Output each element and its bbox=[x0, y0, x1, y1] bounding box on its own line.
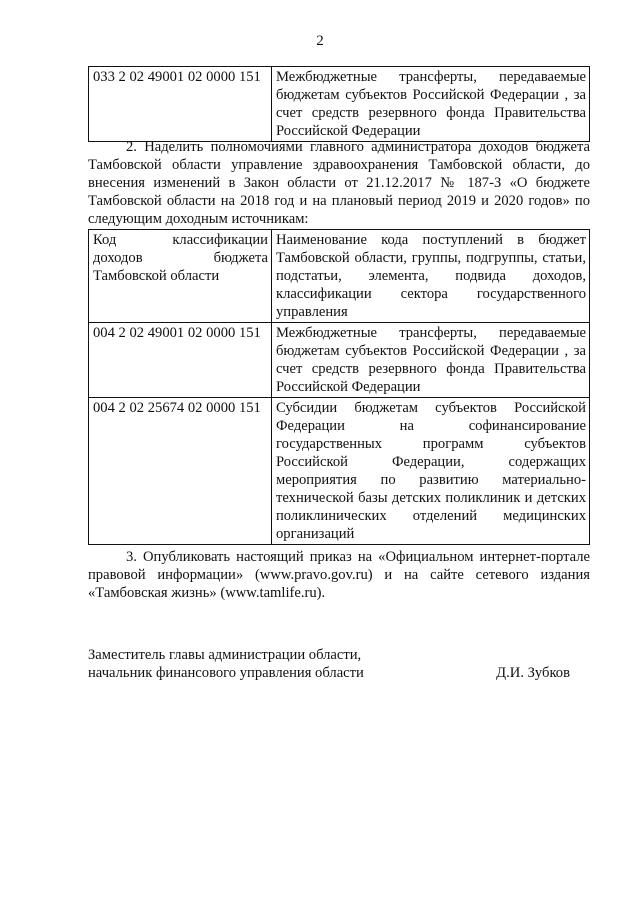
header-code-cell: Код классификации доходов бюджета Тамбовской области bbox=[89, 230, 272, 323]
signatory-position-line-2: начальник финансового управления области bbox=[88, 665, 364, 681]
income-description-cell: Межбюджетные трансферты, передаваемые бюджетам субъектов Российской Федерации , за счет средств резервного фонда Правительства Российской Федерации bbox=[272, 323, 590, 398]
paragraph-3-text: 3. Опубликовать настоящий приказ на «Официальном интернет-портале правовой информации» (www.pravo.gov.ru) и на сайте сетевого издания «Тамбовская жизнь» (www.tamlife.ru). bbox=[88, 549, 590, 601]
header-description-cell: Наименование кода поступлений в бюджет Тамбовской области, группы, подгруппы, статьи, подстатьи, элемента, подвида доходов, классификации сектора государственного управления bbox=[272, 230, 590, 323]
classification-code-cell: 004 2 02 25674 02 0000 151 bbox=[89, 398, 272, 545]
paragraph-3 bbox=[88, 548, 590, 602]
paragraph-2-text: 2. Наделить полномочиями главного администратора доходов бюджета Тамбовской области управление здравоохранения Тамбовской области, до внесения изменений в Закон области от 21.12.2017 № 187-З «О бюджете Тамбовской области на 2018 год и на плановый период 2019 и 2020 годов» по следующим доходным источникам: bbox=[88, 139, 590, 227]
classification-code-cell: 033 2 02 49001 02 0000 151 bbox=[89, 67, 272, 142]
classification-code-cell: 004 2 02 49001 02 0000 151 bbox=[89, 323, 272, 398]
signatory-name: Д.И. Зубков bbox=[496, 665, 570, 681]
table-header-row bbox=[89, 230, 590, 323]
signatory-position-line-1: Заместитель главы администрации области, bbox=[88, 647, 362, 663]
table-row bbox=[89, 323, 590, 398]
income-codes-table-1 bbox=[88, 66, 590, 142]
table-row bbox=[89, 67, 590, 142]
signature-block bbox=[88, 646, 588, 682]
page-number: 2 bbox=[316, 33, 324, 49]
table-row bbox=[89, 398, 590, 545]
income-codes-table-2 bbox=[88, 229, 590, 545]
income-description-cell: Субсидии бюджетам субъектов Российской Федерации на софинансирование государственных программ субъектов Российской Федерации, содержащих мероприятия по развитию материально-технической базы детских поликлиник и детских поликлинических отделений медицинских организаций bbox=[272, 398, 590, 545]
paragraph-2 bbox=[88, 138, 590, 228]
income-description-cell: Межбюджетные трансферты, передаваемые бюджетам субъектов Российской Федерации , за счет средств резервного фонда Правительства Российской Федерации bbox=[272, 67, 590, 142]
